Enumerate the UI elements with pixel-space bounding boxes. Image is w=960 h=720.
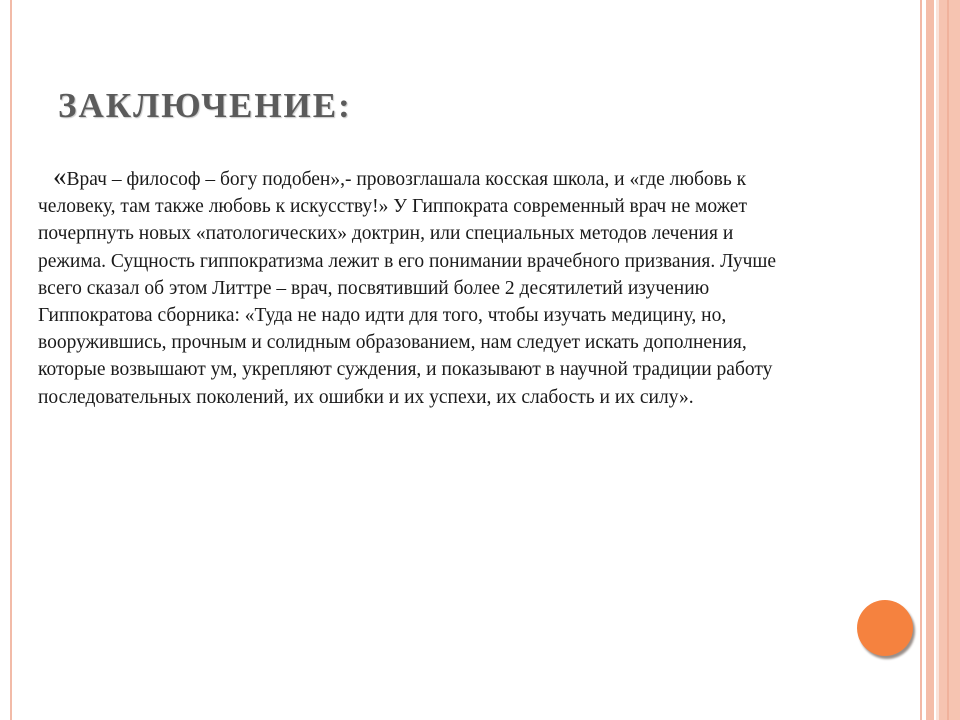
body-line: Гиппократова сборника: «Туда не надо идти для того, чтобы изучать медицину, но, [38,305,727,327]
opening-quote-mark: « [53,161,67,191]
body-line: режима. Сущность гиппократизма лежит в его понимании врачебного призвания. Лучше [38,250,777,272]
orange-circle-decoration [857,600,913,656]
body-line: «Врач – философ – богу подобен»,- провозглашала косская школа, и «где любовь к [53,161,747,191]
right-decorative-stripe [939,0,960,720]
body-line: всего сказал об этом Литтре – врач, посвятивший более 2 десятилетий изучению [38,277,710,299]
slide-title: ЗАКЛЮЧЕНИЕ: [58,86,352,125]
body-line: почерпнуть новых «патологических» доктрин, или специальных методов лечения и [38,223,734,245]
left-decorative-rule [10,0,12,720]
slide-body-text [38,163,898,411]
right-decorative-stripe [947,0,949,720]
body-line: последовательных поколений, их ошибки и их успехи, их слабость и их силу». [38,386,694,408]
body-line: вооружившись, прочным и солидным образованием, нам следует искать дополнения, [38,332,747,354]
body-line: которые возвышают ум, укрепляют суждения, и показывают в научной традиции работу [38,359,773,381]
body-line: человеку, там также любовь к искусству!» У Гиппократа современный врач не может [38,196,747,218]
right-decorative-stripe [920,0,922,720]
right-decorative-stripe [926,0,934,720]
